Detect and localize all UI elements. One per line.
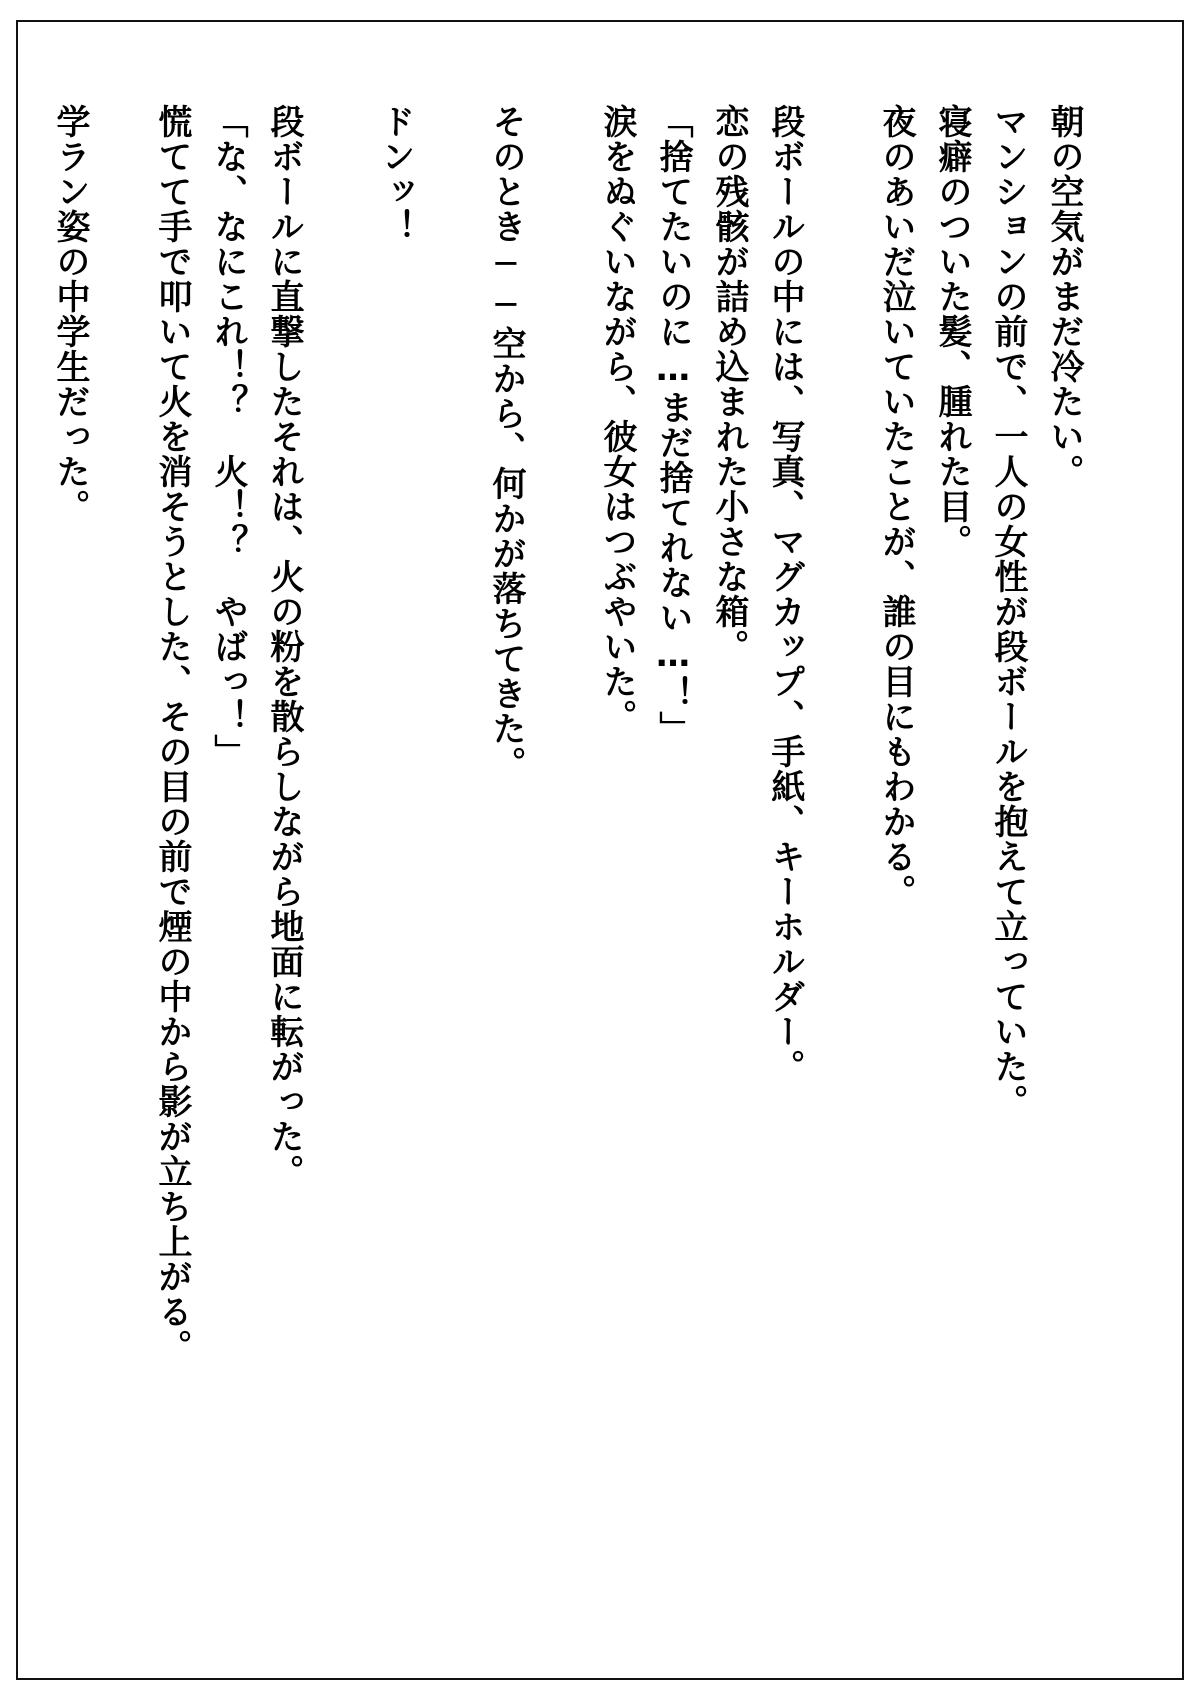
text-line-5: 段ボールの中には、写真、マグカップ、手紙、キーホルダー。 [765,104,805,1084]
text-line-14: 学ラン姿の中学生だった。 [50,104,90,524]
text-line-10: ドンッ！ [375,104,415,244]
text-line-4: 夜のあいだ泣いていたことが、誰の目にもわかる。 [876,104,916,909]
text-line-8: 涙をぬぐいながら、彼女はつぶやいた。 [597,104,637,734]
text-line-6: 恋の残骸が詰め込まれた小さな箱。 [709,104,749,664]
text-line-11: 段ボールに直撃したそれは、火の粉を散らしながら地面に転がった。 [264,104,304,1189]
text-line-2: マンションの前で、一人の女性が段ボールを抱えて立っていた。 [988,104,1028,1119]
text-line-9: そのとき──空から、何かが落ちてきた。 [486,104,526,781]
page-frame [16,20,1184,1680]
text-line-7: 「捨てたいのに…まだ捨てれない…！」 [653,104,693,746]
text-line-13: 慌てて手で叩いて火を消そうとした、その目の前で煙の中から影が立ち上がる。 [152,104,192,1364]
text-line-12: 「な、なにこれ！？ 火！？ やばっ！」 [208,104,248,769]
text-line-3: 寝癖のついた髪、腫れた目。 [932,104,972,559]
text-line-1: 朝の空気がまだ冷たい。 [1044,104,1084,489]
